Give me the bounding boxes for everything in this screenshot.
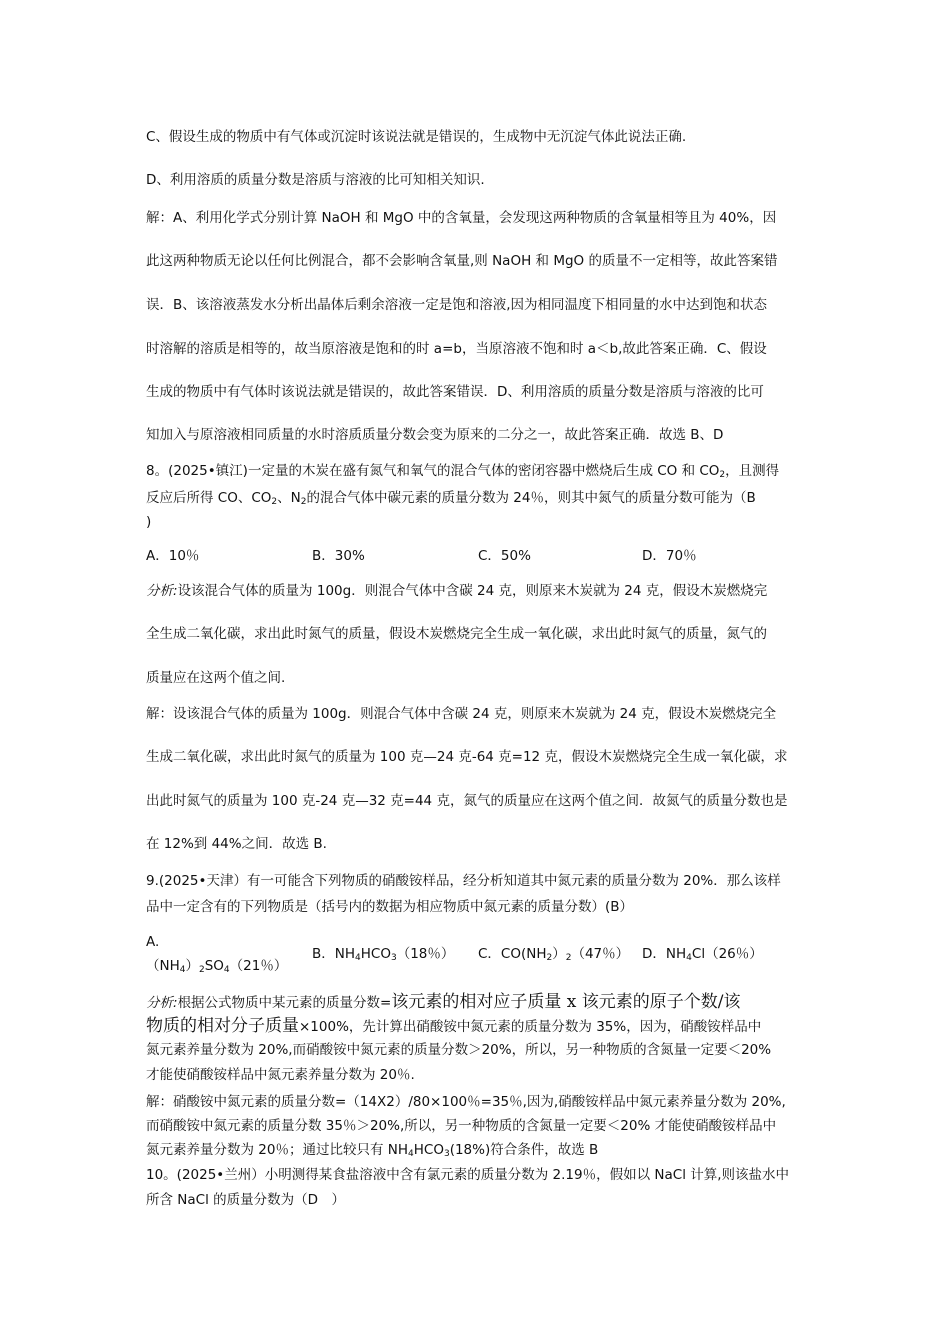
text-line: 时溶解的溶质是相等的，故当原溶液是饱和的时 a=b，当原溶液不饱和时 a＜b,故此答案正确．C、假设 [146,341,767,357]
option-d: D．70％ [642,548,697,564]
analysis-line: 氮元素养量分数为 20%,而硝酸铵中氮元素的质量分数＞20%，所以，另一种物质的含氮量一定要＜20% [146,1042,772,1058]
solution-line: 生成二氧化碳，求出此时氮气的质量为 100 克—24 克-64 克=12 克，假设木炭燃烧完全生成一氧化碳，求 [146,749,788,765]
option-d: D．$NH_4Cl(26$％） [642,946,763,963]
analysis-line: 分析:根据公式物质中某元素的质量分数=该元素的相对应子质量 x 该元素的原子个数/该 [146,992,741,1012]
text-line: 生成的物质中有气体时该说法就是错误的，故此答案错误．D、利用溶质的质量分数是溶质与溶液的比可 [146,384,764,400]
text-line: 误．B、该溶液蒸发水分析出晶体后剩余溶液一定是饱和溶液,因为相同温度下相同量的水中达到饱和状态 [146,297,768,313]
option-a: A．10％ [146,548,200,564]
option-b: B．30% [312,548,365,564]
text-line: 解：A、利用化学式分别计算 NaOH 和 MgO 中的含氧量，会发现这两种物质的含氧量相等且为 40%，因 [146,210,777,226]
solution-line: 在 12%到 44%之间．故选 B. [146,836,327,852]
text-line: 此这两种物质无论以任何比例混合，都不会影响含氧量,则 NaOH 和 MgO 的质量不一定相等，故此答案错 [146,253,778,269]
question-9-line: 9.(2025•天津）有一可能含下列物质的硝酸铵样品，经分析知道其中氮元素的质量分数为 20%．那么该样 [146,873,781,889]
analysis-line: 才能使硝酸铵样品中氮元素养量分数为 20％. [146,1067,415,1083]
question-9-line: 品中一定含有的下列物质是（括号内的数据为相应物质中氮元素的质量分数）(B） [146,899,634,915]
option-a-label: A. [146,934,160,950]
text-line: D、利用溶质的质量分数是溶质与溶液的比可知相关知识. [146,172,485,188]
question-10-line: 10。(2025•兰州）小明测得某食盐溶液中含有氯元素的质量分数为 2.19％，假如以 NaCl 计算,则该盐水中 [146,1167,790,1183]
text-line: C、假设生成的物质中有气体或沉淀时该说法就是错误的，生成物中无沉淀气体此说法正确. [146,129,687,145]
analysis-line: 全生成二氧化碳，求出此时氮气的质量，假设木炭燃烧完全生成一氧化碳，求出此时氮气的质量，氮气的 [146,626,767,642]
question-8-line: 8。(2025•镇江)一定量的木炭在盛有氮气和氧气的混合气体的密闭容器中燃烧后生成 CO 和 $CO_2$，且测得 [146,463,780,480]
solution-line: 出此时氮气的质量为 100 克-24 克—32 克=44 克，氮气的质量应在这两个值之间．故氮气的质量分数也是 [146,793,788,809]
analysis-label: 分析: [146,583,178,599]
solution-line: 解：硝酸铵中氮元素的质量分数=（14X2）/80×100％=35％,因为,硝酸铵样品中氮元素养量分数为 20%, [146,1094,786,1110]
solution-line: 解：设该混合气体的质量为 100g．则混合气体中含碳 24 克，则原来木炭就为 24 克，假设木炭燃烧完全 [146,706,777,722]
solution-line: 氮元素养量分数为 20％；通过比较只有 $NH_4HCO_3(18\%)$符合条件，故选 B [146,1142,599,1159]
analysis-line: 分析:设该混合气体的质量为 100g．则混合气体中含碳 24 克，则原来木炭就为 24 克，假设木炭燃烧完 [146,583,768,599]
question-8-line: ) [146,514,152,530]
analysis-label: 分析: [146,995,178,1011]
question-8-line: 反应后所得 CO、$CO_2$、$N_2$的混合气体中碳元素的质量分数为 24％，则其中氮气的质量分数可能为（B [146,490,756,507]
text-line: 知加入与原溶液相同质量的水时溶质质量分数会变为原来的二分之一，故此答案正确．故选 B、D [146,427,724,443]
question-10-line: 所含 NaCl 的质量分数为（D ） [146,1192,346,1208]
analysis-line: 质量应在这两个值之间. [146,670,286,686]
solution-line: 而硝酸铵中氮元素的质量分数 35％＞20%,所以，另一种物质的含氮量一定要＜20% 才能使硝酸铵样品中 [146,1118,777,1134]
option-c: C．$CO(NH_2)_2(47$％） [478,946,630,963]
option-b: B．$NH_4HCO_3(18$％） [312,946,455,963]
option-a: $(NH_4)_2SO_4(21$％） [146,958,288,975]
option-c: C．50% [478,548,531,564]
analysis-line: 物质的相对分子质量×100%，先计算出硝酸铵中氮元素的质量分数为 35%，因为，硝酸铵样品中 [146,1016,762,1036]
